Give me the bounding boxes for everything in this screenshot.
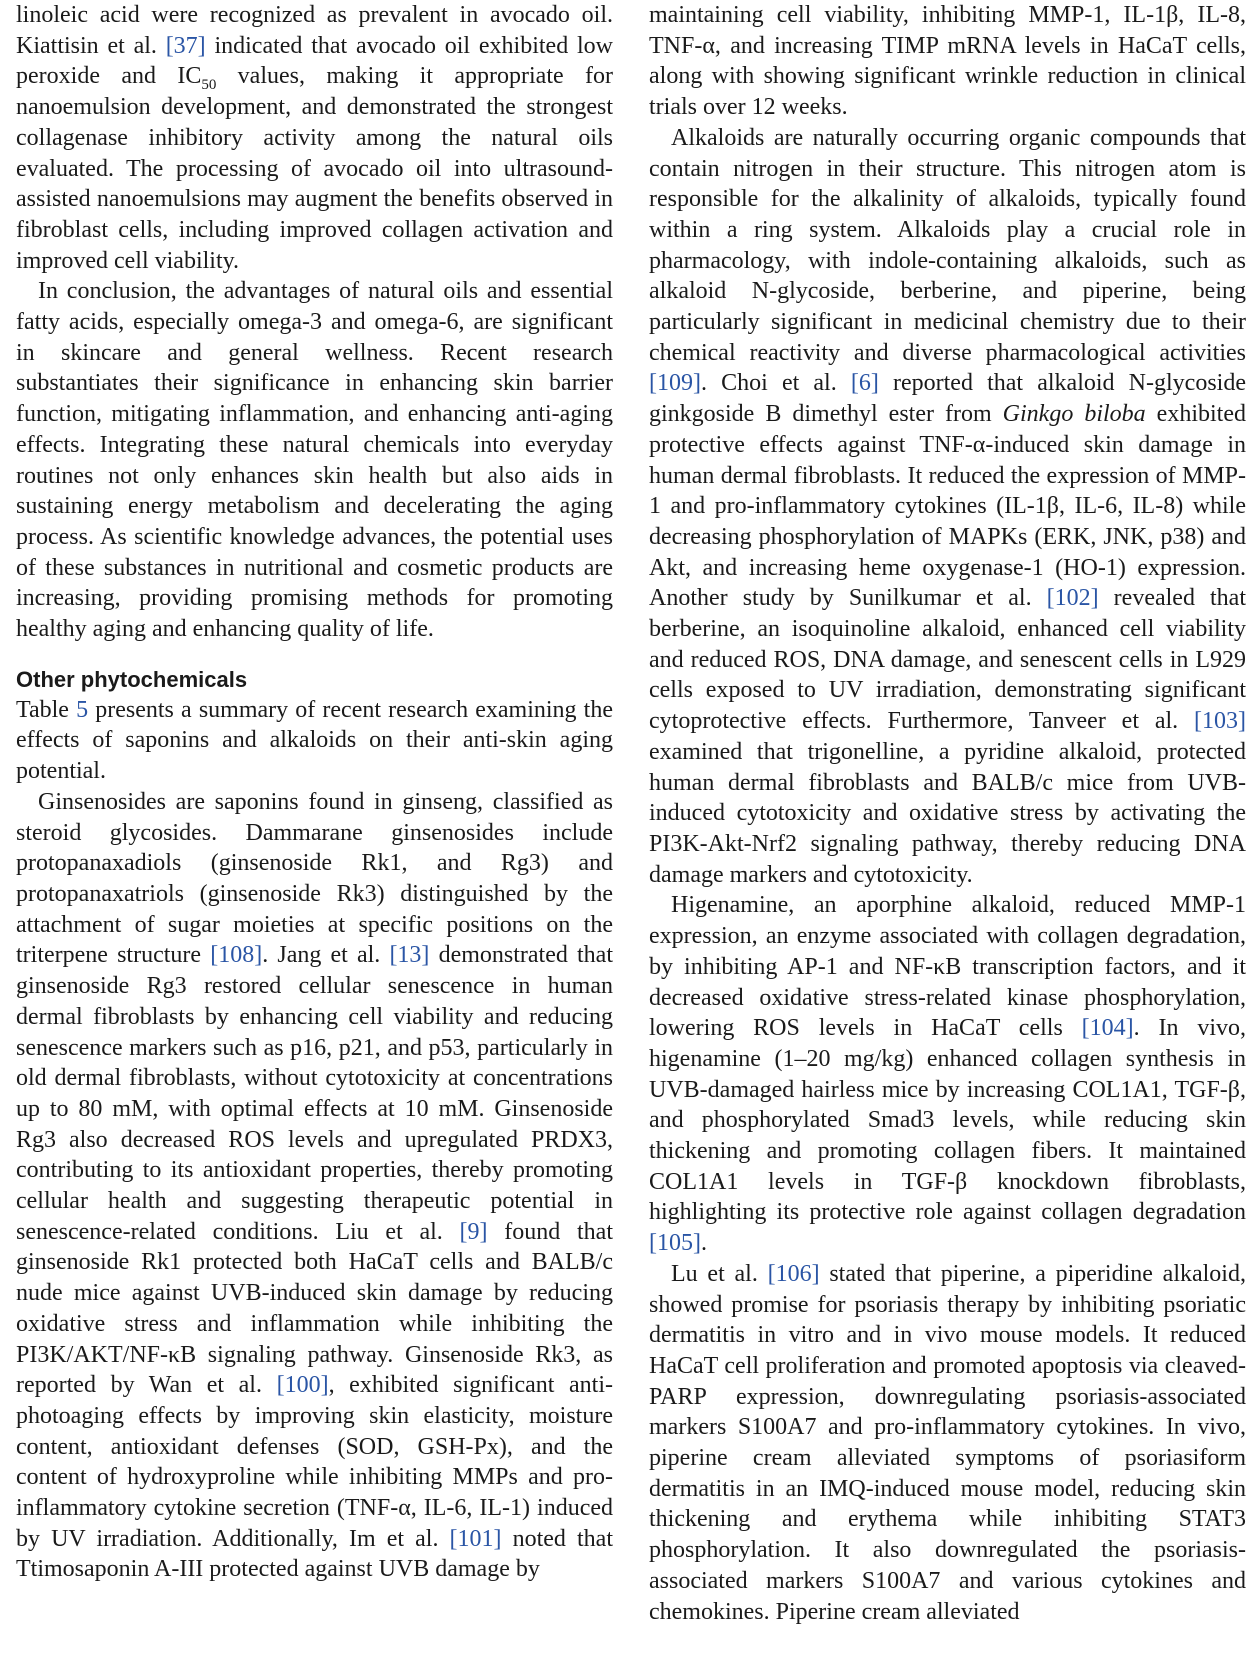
citation-6[interactable]: [6]: [850, 370, 879, 397]
citation-100[interactable]: [100]: [276, 1372, 329, 1399]
text-run: Lu et al.: [671, 1260, 768, 1287]
text-run: values, making it appropriate for nanoemulsion development, and demonstrated the strongest collagenase inhibitory activity among the natural oils evaluated. The processing of avocado oil into ultrasound-assisted nanoemulsions may augment the benefits observed in fibroblast cells, including improved collagen activation and improved cell viability.: [16, 63, 613, 274]
paragraph-piperine: [649, 1259, 1246, 1627]
text-run: . Choi et al.: [700, 370, 851, 397]
citation-109[interactable]: [109]: [649, 370, 701, 397]
paragraph-table-summary: [16, 695, 613, 787]
text-run: Alkaloids are naturally occurring organic compounds that contain nitrogen in their structure. This nitrogen atom is responsible for the alkalinity of alkaloids, typically found within a ring system. Alkaloids play a crucial role in pharmacology, with indole-containing alkaloids, such as alkaloid N-glycoside, berberine, and piperine, being particularly significant in medicinal chemistry due to their chemical reactivity and diverse pharmacological activities: [649, 124, 1246, 366]
section-heading-other-phytochemicals: Other phytochemicals: [16, 666, 248, 692]
citation-13[interactable]: [13]: [389, 942, 430, 969]
text-run: exhibited protective effects against TNF-α-induced skin damage in human dermal fibroblasts. It reduced the expression of MMP-1 and pro-inflammatory cytokines (IL-1β, IL-6, IL-8) while decreasing phosphorylation of MAPKs (ERK, JNK, p38) and Akt, and increasing heme oxygenase-1 (HO-1) expression. Another study by Sunilkumar et al.: [649, 401, 1246, 612]
left-column: [16, 0, 613, 1679]
text-run: . In vivo, higenamine (1–20 mg/kg) enhanced collagen synthesis in UVB-damaged hairless mice by increasing COL1A1, TGF-β, and phosphorylated Smad3 levels, while reducing skin thickening and promoting collagen fibers. It maintained COL1A1 levels in TGF-β knockdown fibroblasts, highlighting its protective role against collagen degradation: [649, 1015, 1246, 1226]
text-run: found that ginsenoside Rk1 protected both HaCaT cells and BALB/c nude mice against UVB-induced skin damage by reducing oxidative stress and inflammation while inhibiting the PI3K/AKT/NF-κB signaling pathway. Ginsenoside Rk3, as reported by Wan et al.: [16, 1218, 613, 1399]
text-run: indicated that avocado oil exhibited low peroxide and IC: [16, 32, 613, 90]
text-run: examined that trigonelline, a pyridine alkaloid, protected human dermal fibroblasts and BALB/c mice from UVB-induced cytotoxicity and oxidative stress by activating the PI3K-Akt-Nrf2 signaling pathway, thereby reducing DNA damage markers and cytotoxicity.: [649, 738, 1246, 888]
citation-101[interactable]: [101]: [449, 1525, 502, 1552]
paragraph-conclusion: In conclusion, the advantages of natural oils and essential fatty acids, especially omega-3 and omega-6, are significant in skincare and general wellness. Recent research substantiates their significance in enhancing skin barrier function, mitigating inflammation, and enhancing anti-aging effects. Integrating these natural chemicals into everyday routines not only enhances skin health but also aids in sustaining energy metabolism and decelerating the aging process. As scientific knowledge advances, the potential uses of these substances in nutritional and cosmetic products are increasing, providing promising methods for promoting healthy aging and enhancing quality of life.: [16, 278, 613, 643]
citation-104[interactable]: [104]: [1081, 1015, 1134, 1042]
paragraph-alkaloids: [649, 123, 1246, 891]
article-page: [16, 0, 1248, 1679]
text-run: Table: [16, 696, 77, 723]
text-run: revealed that berberine, an isoquinoline alkaloid, enhanced cell viability and reduced ROS, DNA damage, and senescent cells in L929 cells exposed to UV irradiation, demonstrating significant cytoprotective effects. Furthermore, Tanveer et al.: [649, 585, 1246, 735]
paragraph-avocado-oil: [16, 0, 613, 276]
text-run: Ginsenosides are saponins found in ginseng, classified as steroid glycosides. Dammarane ginsenosides include protopanaxadiols (ginsenoside Rk1, and Rg3) and protopanaxatriols (ginsenoside Rk3) distinguished by the attachment of sugar moieties at specific positions on the triterpene structure: [16, 788, 613, 969]
citation-105[interactable]: [105]: [649, 1230, 701, 1257]
species-name-italic: Ginkgo biloba: [1002, 401, 1146, 428]
text-run: .: [700, 1230, 707, 1257]
citation-102[interactable]: [102]: [1046, 585, 1099, 612]
text-run: noted that Ttimosaponin A-III protected against UVB damage by: [16, 1525, 613, 1583]
text-run: linoleic acid were recognized as prevalent in avocado oil. Kiattisin et al.: [16, 2, 613, 59]
table-5-link[interactable]: 5: [76, 696, 89, 723]
citation-9[interactable]: [9]: [459, 1218, 488, 1245]
paragraph-higenamine: [649, 890, 1246, 1258]
citation-108[interactable]: [108]: [210, 942, 263, 969]
text-run: . Jang et al.: [262, 942, 390, 969]
paragraph-ginsenosides: [16, 787, 613, 1585]
citation-37[interactable]: [37]: [165, 32, 206, 59]
text-run: presents a summary of recent research examining the effects of saponins and alkaloids on their anti-skin aging potential.: [16, 696, 613, 785]
text-run: reported that alkaloid N-glycoside ginkgoside B dimethyl ester from: [649, 370, 1246, 428]
text-run: , exhibited significant anti-photoaging effects by improving skin elasticity, moisture content, antioxidant defenses (SOD, GSH-Px), and the content of hydroxyproline while inhibiting MMPs and pro-inflammatory cytokine secretion (TNF-α, IL-6, IL-1) induced by UV irradiation. Additionally, Im et al.: [16, 1372, 613, 1552]
text-run: stated that piperine, a piperidine alkaloid, showed promise for psoriasis therapy by inhibiting psoriatic dermatitis in vitro and in vivo mouse models. It reduced HaCaT cell proliferation and promoted apoptosis via cleaved-PARP expression, downregulating psoriasis-associated markers S100A7 and pro-inflammatory cytokines. In vivo, piperine cream alleviated symptoms of psoriasiform dermatitis in an IMQ-induced mouse model, reducing skin thickening and erythema while inhibiting STAT3 phosphorylation. It also downregulated the psoriasis-associated markers S100A7 and various cytokines and chemokines. Piperine cream alleviated: [649, 1260, 1246, 1625]
citation-106[interactable]: [106]: [767, 1260, 820, 1287]
text-run: Higenamine, an aporphine alkaloid, reduced MMP-1 expression, an enzyme associated with collagen degradation, by inhibiting AP-1 and NF-κB transcription factors, and it decreased oxidative stress-related kinase phosphorylation, lowering ROS levels in HaCaT cells: [649, 892, 1246, 1042]
text-run: demonstrated that ginsenoside Rg3 restored cellular senescence in human dermal fibroblasts by enhancing cell viability and reducing senescence markers such as p16, p21, and p53, particularly in old dermal fibroblasts, without cytotoxicity at concentrations up to 80 mM, with optimal effects at 10 mM. Ginsenoside Rg3 also decreased ROS levels and upregulated PRDX3, contributing to its antioxidant properties, thereby promoting cellular health and suggesting therapeutic potential in senescence-related conditions. Liu et al.: [16, 942, 613, 1245]
right-column: [649, 0, 1246, 1679]
citation-103[interactable]: [103]: [1194, 708, 1246, 735]
subscript-50: 50: [201, 77, 217, 94]
paragraph-timosaponin-continued: maintaining cell viability, inhibiting MMP-1, IL-1β, IL-8, TNF-α, and increasing TIMP mRNA levels in HaCaT cells, along with showing significant wrinkle reduction in clinical trials over 12 weeks.: [649, 2, 1246, 121]
